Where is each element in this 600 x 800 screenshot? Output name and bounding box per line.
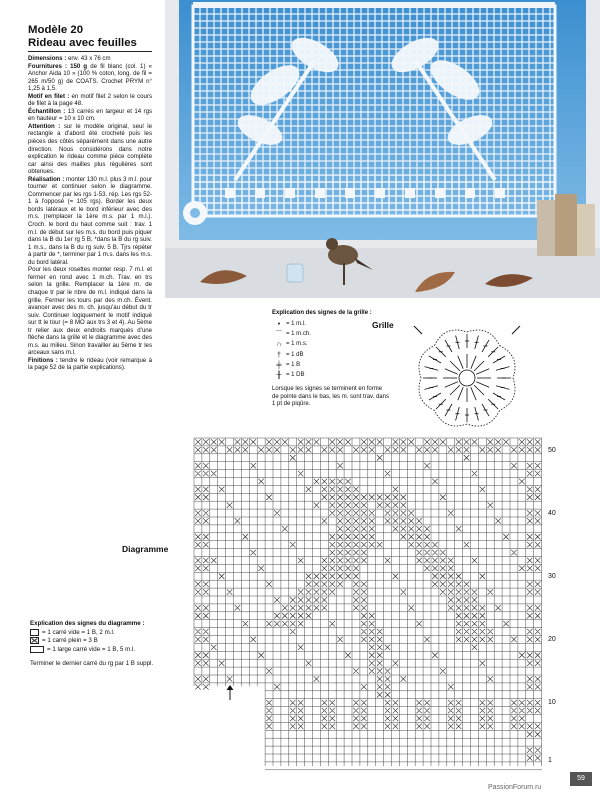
rosettes-para: Pour les deux rosettes monter resp. 7 m.l. et fermer en rond avec 1 m.ch. Trav. en trs selon la grille. Remplacer la 1ère m. de chaque tr par le nbre de m.l. indiqué dans la grille. Fermer les tours par des m.ch. Évent. avancer avec des m. ch. jusqu'au début du tr suiv. Continuer logiquement le motif indiqué sur tt le tour (= 8 MO aux trs 3 et 4). Au 5ème tr relier aux deux endroits marqués d'une flèche dans la grille et le diagramme avec des m.s. au milieu. Sinon travailler au 5ème tr les arceaux sans m.l.	[28, 266, 152, 357]
diagram-legend-title: Explication des signes du diagramme :	[30, 620, 145, 627]
grille-legend-row: ╫ = 1 DB	[276, 372, 305, 380]
page-number: 59	[570, 772, 592, 786]
finitions-para: Finitions : tendre le rideau (voir remarque à la page 52 de la partie explications).	[28, 356, 153, 372]
diagram-legend-row: = 1 carré vide = 1 B, 2 m.l.	[30, 629, 180, 638]
row-label: 10	[548, 699, 556, 706]
row-label: 50	[548, 447, 556, 454]
grille-legend-row: ╪ = 1 B	[276, 362, 301, 370]
realisation-para: Réalisation : monter 130 m.l. plus 3 m.l. pour tourner et continuer selon le diagramme. Commencer par les rgs 1-53, rép. Les rgs 52-1 à l'opposé (= 105 rgs). Border les deux bords latéraux et le bord inférieur avec des m.s. (remplacer la 1ère m.s. par 1 m.l.). Croch. le bord du haut comme suit : trav. 1 m.l. de début sur les m.s. du bord puis piquer dans la B du 1er rg 5 B, *dans la B du rg suiv. 1 m.s., dans la B du rg suiv. 5 B. Tjrs répéter à partir de *, terminer par 1 m.s. dans les m.s. du bord latéral.	[28, 175, 152, 266]
wide-square-icon	[30, 646, 44, 653]
grille-note: Lorsque les signes se terminent en forme de pointe dans le bas, les m. sont trav. dans 1 pt de piqûre.	[272, 386, 389, 407]
empty-square-icon	[30, 629, 39, 636]
attention-para: Attention : sur le modèle original, seul le rectangle a d'abord été crocheté puis les pièces des côtés séparément dans une autre direction. Nous considérons dans notre explication le rideau comme pièce complète car ainsi des mailles plus régulières sont obtenues.	[28, 122, 152, 176]
grille-legend-row: • = 1 m.l.	[277, 320, 306, 328]
row-label: 40	[548, 510, 556, 517]
grille-legend-row: † = 1 dB	[277, 351, 304, 359]
motif-para: Motif en filet : en motif filet 2 selon le cours de filet à la page 48.	[28, 92, 152, 108]
row-label: 1	[548, 757, 552, 764]
grille-legend-title: Explication des signes de la grille :	[272, 310, 372, 316]
diagram-legend-row: = 1 carré plein = 3 B	[30, 637, 180, 646]
echantillon-para: Échantillon : 13 carrés en largeur et 14 rgs en hauteur = 10 x 10 cm.	[28, 107, 153, 123]
full-square-icon	[30, 637, 39, 644]
row-label: 20	[548, 636, 556, 643]
row-label: 30	[548, 573, 556, 580]
model-subtitle: Rideau avec feuilles	[28, 37, 152, 52]
grille-legend-row: ∩ = 1 m.s.	[276, 341, 308, 349]
dimensions-para: Dimensions : env. 43 x 76 cm	[28, 55, 111, 62]
watermark: PassionForum.ru	[488, 784, 542, 791]
model-title: Modèle 20	[28, 24, 84, 36]
diagram-label: Diagramme	[122, 544, 169, 554]
grille-legend-row: ⌒ = 1 m.ch.	[275, 331, 311, 339]
arrow-icon	[227, 685, 234, 700]
grille-label: Grille	[372, 320, 394, 330]
fournitures-para: Fournitures : 150 g de fil blanc (col. 1) « Anchor Aida 10 » (100 % coton, long. de fil = 265 m/50 g) de COATS. Crochet PRYM n° 1,25 à 1,5.	[28, 62, 152, 93]
diagram-legend	[30, 620, 180, 669]
diagram-legend-row: = 1 large carré vide = 1 B, 5 m.l.	[30, 646, 180, 655]
final-note: Terminer le dernier carré du rg par 1 B suppl.	[30, 660, 154, 668]
